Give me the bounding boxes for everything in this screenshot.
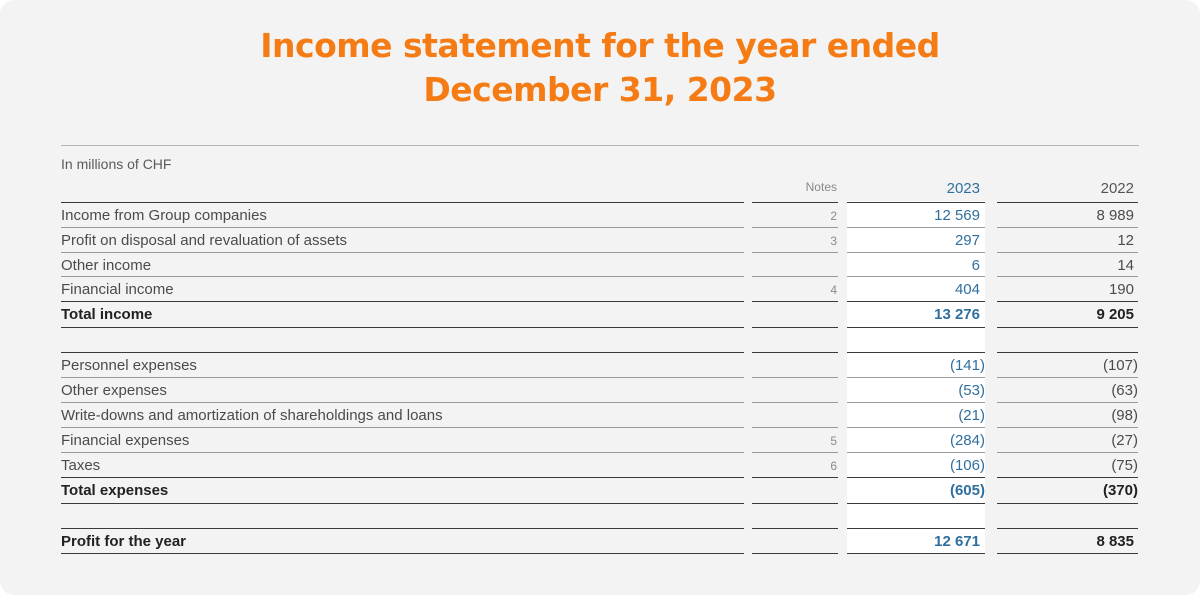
header-notes: Notes <box>805 180 837 194</box>
table-row <box>0 353 1200 378</box>
row-value-2023: (106) <box>949 457 985 474</box>
profit-row <box>0 529 1200 554</box>
row-value-2023: (53) <box>958 382 985 399</box>
row-value-2022: 8 835 <box>1096 533 1134 550</box>
row-label: Profit for the year <box>61 533 187 550</box>
table-rule <box>847 503 985 504</box>
row-note: 4 <box>830 283 837 297</box>
table-rule <box>997 327 1138 328</box>
table-rule <box>997 503 1138 504</box>
table-row <box>0 378 1200 403</box>
row-label: Personnel expenses <box>61 357 197 374</box>
row-label: Total income <box>61 306 153 323</box>
row-label: Income from Group companies <box>61 207 267 224</box>
row-value-2022: 14 <box>1117 257 1134 274</box>
row-value-2023: (284) <box>949 432 985 449</box>
row-value-2023: 6 <box>971 257 980 274</box>
row-label: Financial income <box>61 281 174 298</box>
row-value-2022: (27) <box>1111 432 1138 449</box>
row-value-2023: 12 569 <box>934 207 980 224</box>
row-label: Financial expenses <box>61 432 190 449</box>
units-label: In millions of CHF <box>61 156 172 172</box>
row-label: Profit on disposal and revaluation of assets <box>61 232 348 249</box>
title-line-1: Income statement for the year ended <box>260 26 940 65</box>
table-rule <box>847 327 985 328</box>
row-value-2023: 13 276 <box>934 306 980 323</box>
row-value-2022: 190 <box>1108 281 1134 298</box>
table-row <box>0 203 1200 228</box>
row-value-2023: 12 671 <box>934 533 980 550</box>
row-value-2022: 9 205 <box>1096 306 1134 323</box>
total-expenses-row <box>0 478 1200 503</box>
row-value-2023: (605) <box>949 482 985 499</box>
row-value-2023: (21) <box>958 407 985 424</box>
table-row <box>0 277 1200 302</box>
row-value-2022: (75) <box>1111 457 1138 474</box>
row-value-2023: 404 <box>954 281 980 298</box>
table-row <box>0 403 1200 428</box>
row-value-2023: (141) <box>949 357 985 374</box>
row-value-2022: (98) <box>1111 407 1138 424</box>
row-label: Taxes <box>61 457 101 474</box>
row-label: Other income <box>61 257 152 274</box>
header-year-2023: 2023 <box>946 180 980 197</box>
table-rule <box>61 503 744 504</box>
row-label: Total expenses <box>61 482 169 499</box>
row-label: Other expenses <box>61 382 167 399</box>
row-value-2022: (107) <box>1102 357 1138 374</box>
row-value-2022: (63) <box>1111 382 1138 399</box>
row-label: Write-downs and amortization of shareholdings and loans <box>61 407 443 424</box>
table-rule <box>752 327 838 328</box>
row-note: 6 <box>830 459 837 473</box>
top-rule <box>61 145 1139 146</box>
table-rule <box>61 327 744 328</box>
row-value-2022: 12 <box>1117 232 1134 249</box>
row-note: 5 <box>830 434 837 448</box>
title-line-2: December 31, 2023 <box>423 70 777 109</box>
total-income-row <box>0 302 1200 327</box>
table-row <box>0 228 1200 253</box>
table-row <box>0 253 1200 278</box>
table-rule <box>752 503 838 504</box>
page-title <box>0 24 1200 112</box>
row-note: 2 <box>830 209 837 223</box>
header-year-2022: 2022 <box>1100 180 1134 197</box>
row-value-2022: 8 989 <box>1096 207 1134 224</box>
row-note: 3 <box>830 234 837 248</box>
table-row <box>0 428 1200 453</box>
table-row <box>0 453 1200 478</box>
row-value-2023: 297 <box>954 232 980 249</box>
row-value-2022: (370) <box>1102 482 1138 499</box>
